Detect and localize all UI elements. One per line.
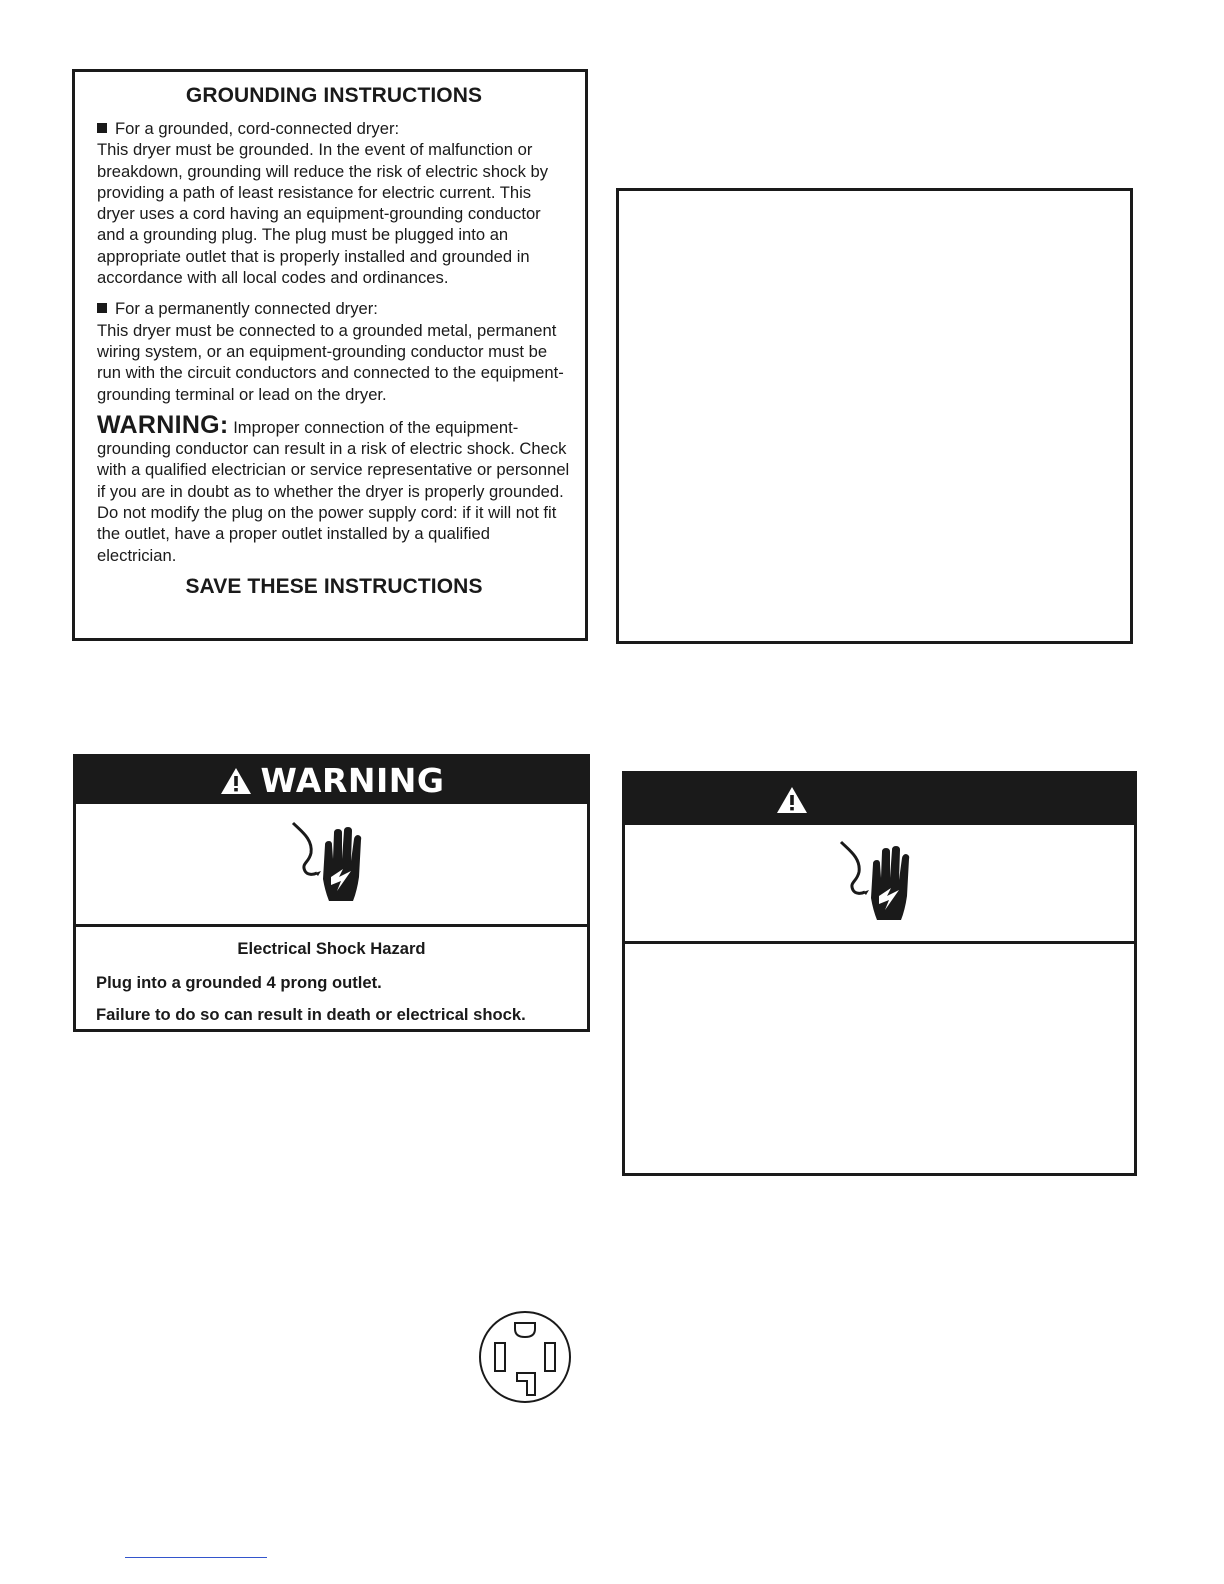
- warning-label: WARNING:: [97, 410, 229, 439]
- warning-header-text: WARNING: [260, 761, 445, 800]
- empty-box: [616, 188, 1133, 644]
- warning-triangle-icon: [775, 785, 809, 815]
- cord-connected-section: [97, 118, 571, 288]
- grounding-instructions-box: [72, 69, 588, 641]
- grounding-warning-paragraph: [97, 410, 571, 566]
- bullet-square-icon: [97, 303, 107, 313]
- warning-text: Improper connection of the equipment-grounding conductor can result in a risk of electric shock. Check with a qualified electrician or service representative or personnel if you are in doubt as to whether the dryer is properly grounded. Do not modify the plug on the power supply cord: if it will not fit the outlet, have a proper outlet installed by a qualified electrician.: [97, 417, 570, 565]
- warning-header: [76, 757, 587, 804]
- warning-triangle-icon: [219, 766, 253, 796]
- footer-link-underline: [125, 1557, 267, 1558]
- electrical-shock-hand-icon: [287, 819, 377, 909]
- cord-connected-text: This dryer must be grounded. In the event of malfunction or breakdown, grounding will reduce the risk of electric shock by providing a path of least resistance for electric current. This dryer uses a cord having an equipment-grounding conductor and a grounding plug. The plug must be plugged into an appropriate outlet that is properly installed and grounded in accordance with all local codes and ordinances.: [97, 140, 549, 288]
- shock-icon-area: [76, 804, 587, 927]
- warning-body: [76, 927, 587, 1025]
- bullet-square-icon: [97, 123, 107, 133]
- four-prong-outlet-icon: [477, 1309, 573, 1405]
- save-instructions: SAVE THESE INSTRUCTIONS: [185, 574, 483, 598]
- warning-header-right: [625, 774, 1134, 825]
- shock-icon-area-right: [625, 825, 1134, 944]
- warning-line-1: Plug into a grounded 4 prong outlet.: [96, 973, 382, 992]
- permanent-connection-text: This dryer must be connected to a grounded metal, permanent wiring system, or an equipment-grounding conductor must be run with the circuit conductors and connected to the equipment-grounding terminal or lead on the dryer.: [97, 320, 564, 404]
- hazard-title: Electrical Shock Hazard: [237, 939, 426, 958]
- permanent-connection-section: [97, 298, 571, 404]
- permanent-connection-heading: For a permanently connected dryer:: [97, 298, 571, 319]
- cord-connected-heading: For a grounded, cord-connected dryer:: [97, 118, 571, 139]
- electrical-shock-hand-icon: [835, 838, 925, 928]
- warning-panel-left: [73, 754, 590, 1032]
- grounding-title: GROUNDING INSTRUCTIONS: [185, 84, 483, 107]
- warning-panel-right: [622, 771, 1137, 1176]
- warning-line-2: Failure to do so can result in death or electrical shock.: [96, 1005, 526, 1024]
